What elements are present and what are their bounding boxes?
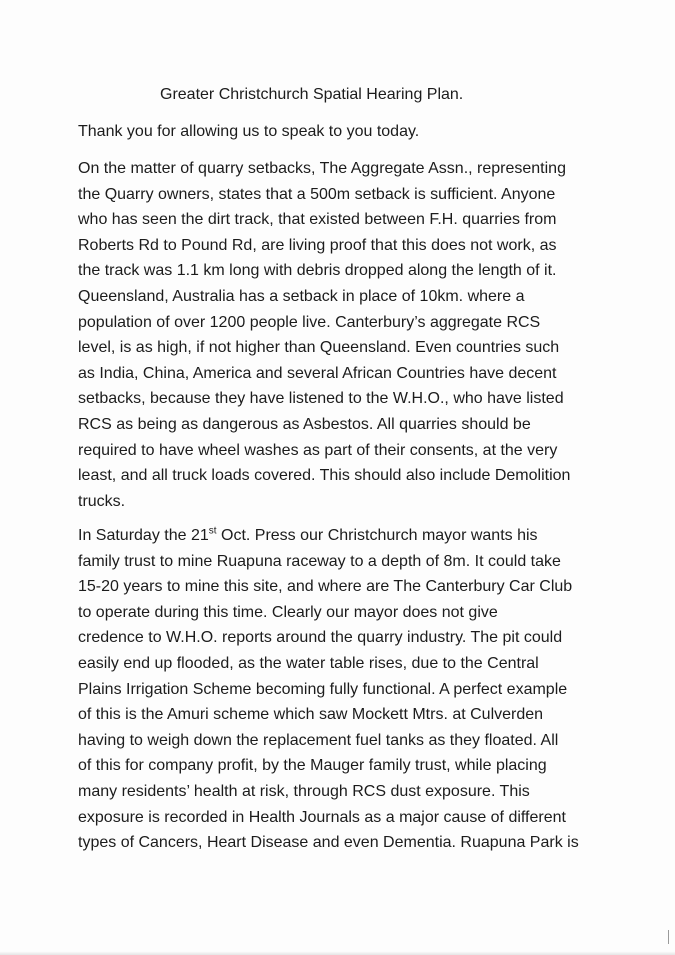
text-line: of this is the Amuri scheme which saw Mockett Mtrs. at Culverden — [78, 706, 544, 724]
text-line: many residents’ health at risk, through RCS dust exposure. This — [78, 782, 530, 800]
text-line: of this for company profit, by the Mauger family trust, while placing — [78, 757, 547, 775]
text-line: least, and all truck loads covered. This should also include Demolition — [78, 467, 571, 485]
text-line: population of over 1200 people live. Canterbury’s aggregate RCS — [78, 313, 541, 331]
text-fragment: Oct. Press our Christchurch mayor wants his — [216, 527, 538, 544]
text-line: credence to W.H.O. reports around the quarry industry. The pit could — [78, 629, 563, 647]
text-fragment: In Saturday the 21 — [78, 527, 209, 544]
text-line: who has seen the dirt track, that existed between F.H. quarries from — [78, 211, 557, 229]
text-line: as India, China, America and several African Countries have decent — [78, 364, 557, 382]
text-line: Plains Irrigation Scheme becoming fully functional. A perfect example — [78, 680, 568, 698]
text-line: to operate during this time. Clearly our mayor does not give — [78, 603, 498, 621]
text-line: Roberts Rd to Pound Rd, are living proof that this does not work, as — [78, 236, 557, 254]
text-line: having to weigh down the replacement fuel tanks as they floated. All — [78, 731, 559, 749]
paragraph-thanks — [78, 119, 598, 145]
text-line: family trust to mine Ruapuna raceway to a depth of 8m. It could take — [78, 552, 561, 570]
text-line: RCS as being as dangerous as Asbestos. All quarries should be — [78, 415, 531, 433]
text-line: Queensland, Australia has a setback in place of 10km. where a — [78, 287, 525, 305]
text-line: exposure is recorded in Health Journals as a major cause of different — [78, 808, 566, 826]
text-line: trucks. — [78, 492, 126, 510]
text-line: types of Cancers, Heart Disease and even Dementia. Ruapuna Park is — [78, 834, 579, 852]
text-line: Thank you for allowing us to speak to you today. — [78, 123, 420, 140]
scan-bottom-edge — [0, 951, 675, 955]
text-line — [78, 523, 598, 549]
document-title: Greater Christchurch Spatial Hearing Plan. — [160, 86, 464, 103]
text-line: 15-20 years to mine this site, and where are The Canterbury Car Club — [78, 578, 573, 596]
text-line: level, is as high, if not higher than Queensland. Even countries such — [78, 339, 560, 357]
text-line: easily end up flooded, as the water table rises, due to the Central — [78, 654, 539, 672]
paragraph-saturday-press — [78, 523, 598, 856]
ordinal-suffix: st — [208, 525, 217, 537]
text-line: On the matter of quarry setbacks, The Aggregate Assn., representing — [78, 160, 566, 177]
text-line: setbacks, because they have listened to the W.H.O., who have listed — [78, 390, 564, 408]
text-line: the track was 1.1 km long with debris dropped along the length of it. — [78, 262, 557, 280]
scan-edge-mark — [668, 930, 669, 944]
text-line: the Quarry owners, states that a 500m setback is sufficient. Anyone — [78, 185, 556, 203]
paragraph-quarry-setbacks — [78, 156, 598, 514]
text-line: required to have wheel washes as part of their consents, at the very — [78, 441, 558, 459]
